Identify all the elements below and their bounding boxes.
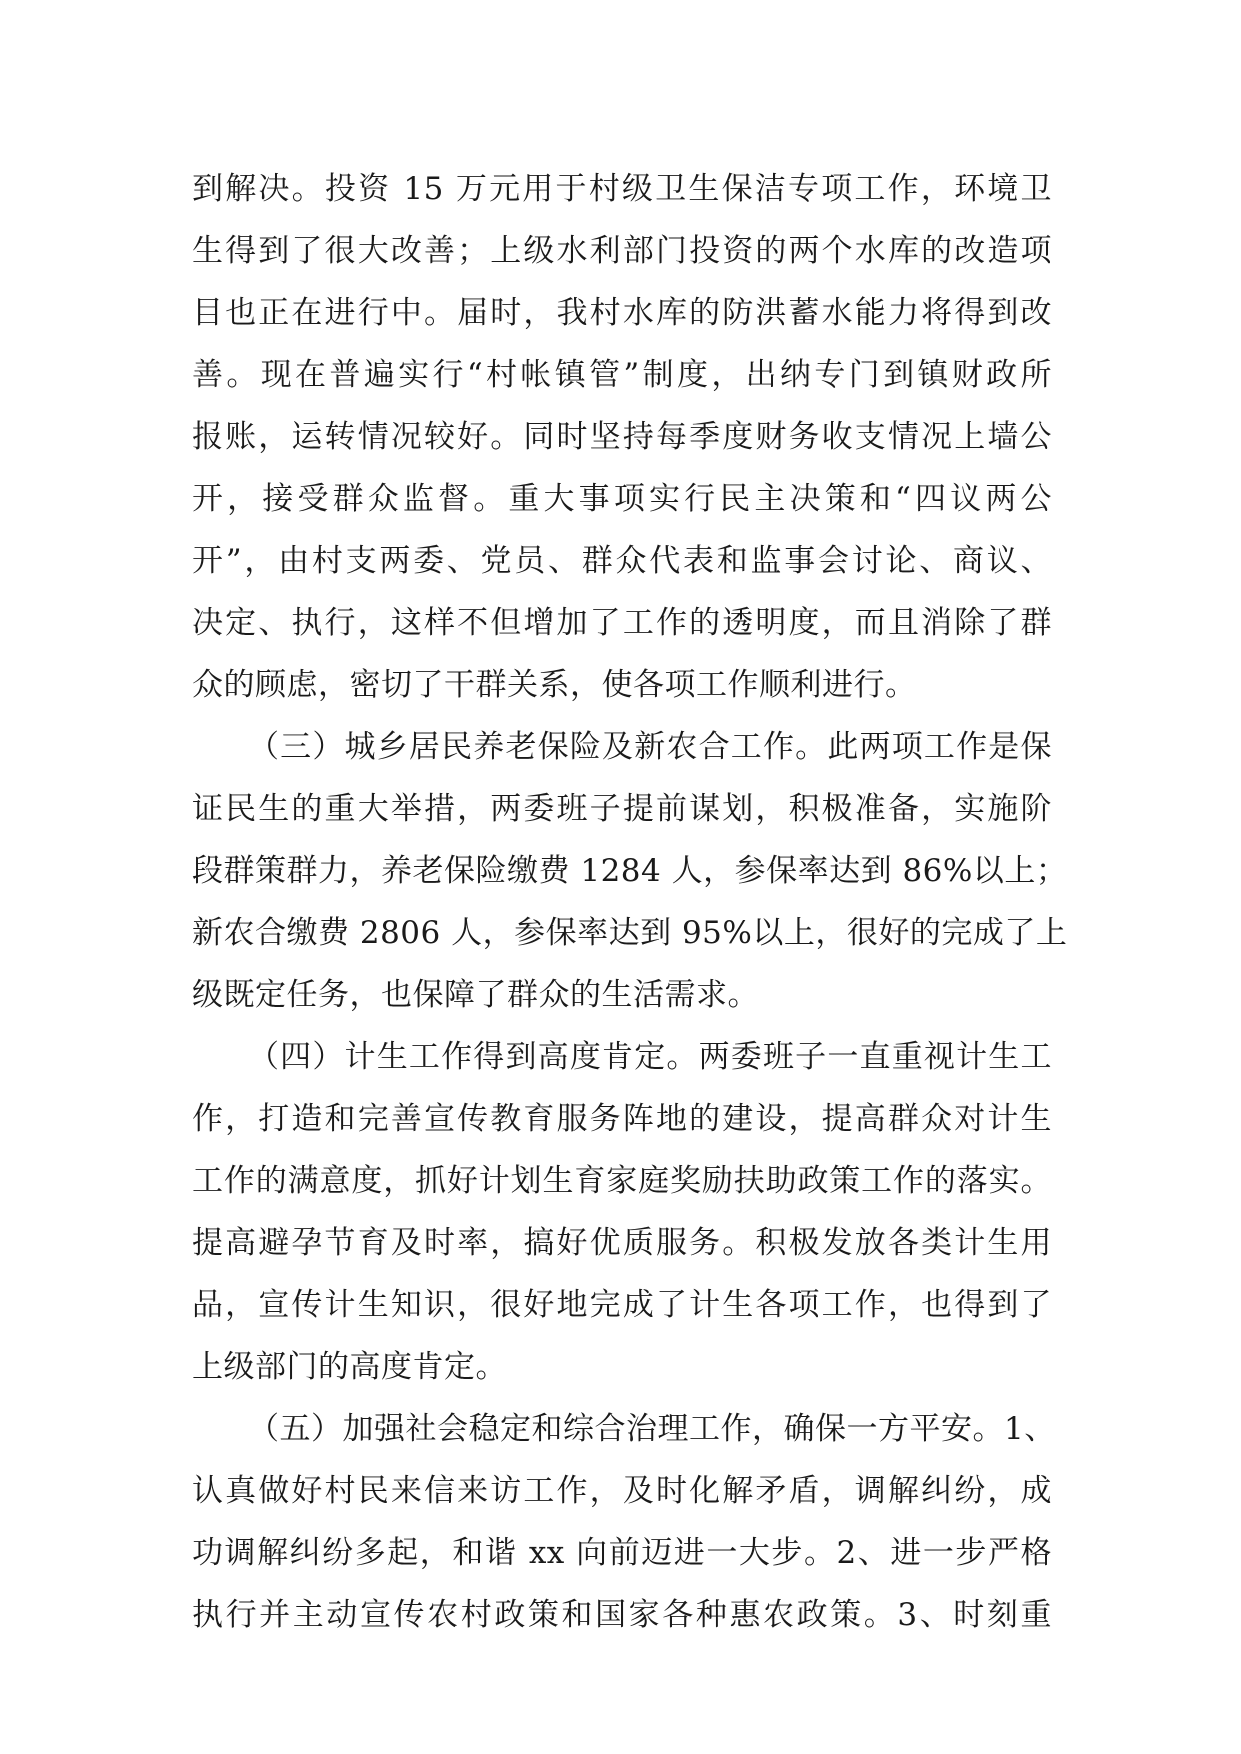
text-line: 证民生的重大举措，两委班子提前谋划，积极准备，实施阶 xyxy=(192,791,1052,827)
text-line: （四）计生工作得到高度肯定。两委班子一直重视计生工 xyxy=(248,1039,1052,1075)
text-line: 目也正在进行中。届时，我村水库的防洪蓄水能力将得到改 xyxy=(192,295,1052,331)
text-line: 品，宣传计生知识，很好地完成了计生各项工作，也得到了 xyxy=(192,1287,1052,1323)
text-line: 报账，运转情况较好。同时坚持每季度财务收支情况上墙公 xyxy=(192,419,1052,455)
text-line: （三）城乡居民养老保险及新农合工作。此两项工作是保 xyxy=(248,729,1052,765)
text-line: 开，接受群众监督。重大事项实行民主决策和“四议两公 xyxy=(192,481,1052,517)
text-line: 认真做好村民来信来访工作，及时化解矛盾，调解纠纷，成 xyxy=(192,1473,1052,1509)
text-line: 决定、执行，这样不但增加了工作的透明度，而且消除了群 xyxy=(192,605,1052,641)
text-line: 工作的满意度，抓好计划生育家庭奖励扶助政策工作的落实。 xyxy=(192,1163,1052,1199)
text-line: 提高避孕节育及时率，搞好优质服务。积极发放各类计生用 xyxy=(192,1225,1052,1261)
text-line: 段群策群力，养老保险缴费 1284 人，参保率达到 86%以上； xyxy=(192,853,1068,889)
text-line: （五）加强社会稳定和综合治理工作，确保一方平安。1、 xyxy=(248,1411,1056,1447)
text-line: 级既定任务，也保障了群众的生活需求。 xyxy=(192,977,759,1013)
text-line: 到解决。投资 15 万元用于村级卫生保洁专项工作，环境卫 xyxy=(192,171,1052,207)
document-body-text xyxy=(192,158,1068,1646)
text-line: 众的顾虑，密切了干群关系，使各项工作顺利进行。 xyxy=(192,667,917,703)
text-line: 新农合缴费 2806 人，参保率达到 95%以上，很好的完成了上 xyxy=(192,915,1068,951)
text-line: 作，打造和完善宣传教育服务阵地的建设，提高群众对计生 xyxy=(192,1101,1052,1137)
text-line: 功调解纠纷多起，和谐 xx 向前迈进一大步。2、进一步严格 xyxy=(192,1535,1052,1571)
text-line: 生得到了很大改善；上级水利部门投资的两个水库的改造项 xyxy=(192,233,1052,269)
text-line: 善。现在普遍实行“村帐镇管”制度，出纳专门到镇财政所 xyxy=(192,357,1052,393)
text-line: 上级部门的高度肯定。 xyxy=(192,1349,507,1385)
text-line: 开”，由村支两委、党员、群众代表和监事会讨论、商议、 xyxy=(192,543,1052,579)
text-line: 执行并主动宣传农村政策和国家各种惠农政策。3、时刻重 xyxy=(192,1597,1052,1633)
